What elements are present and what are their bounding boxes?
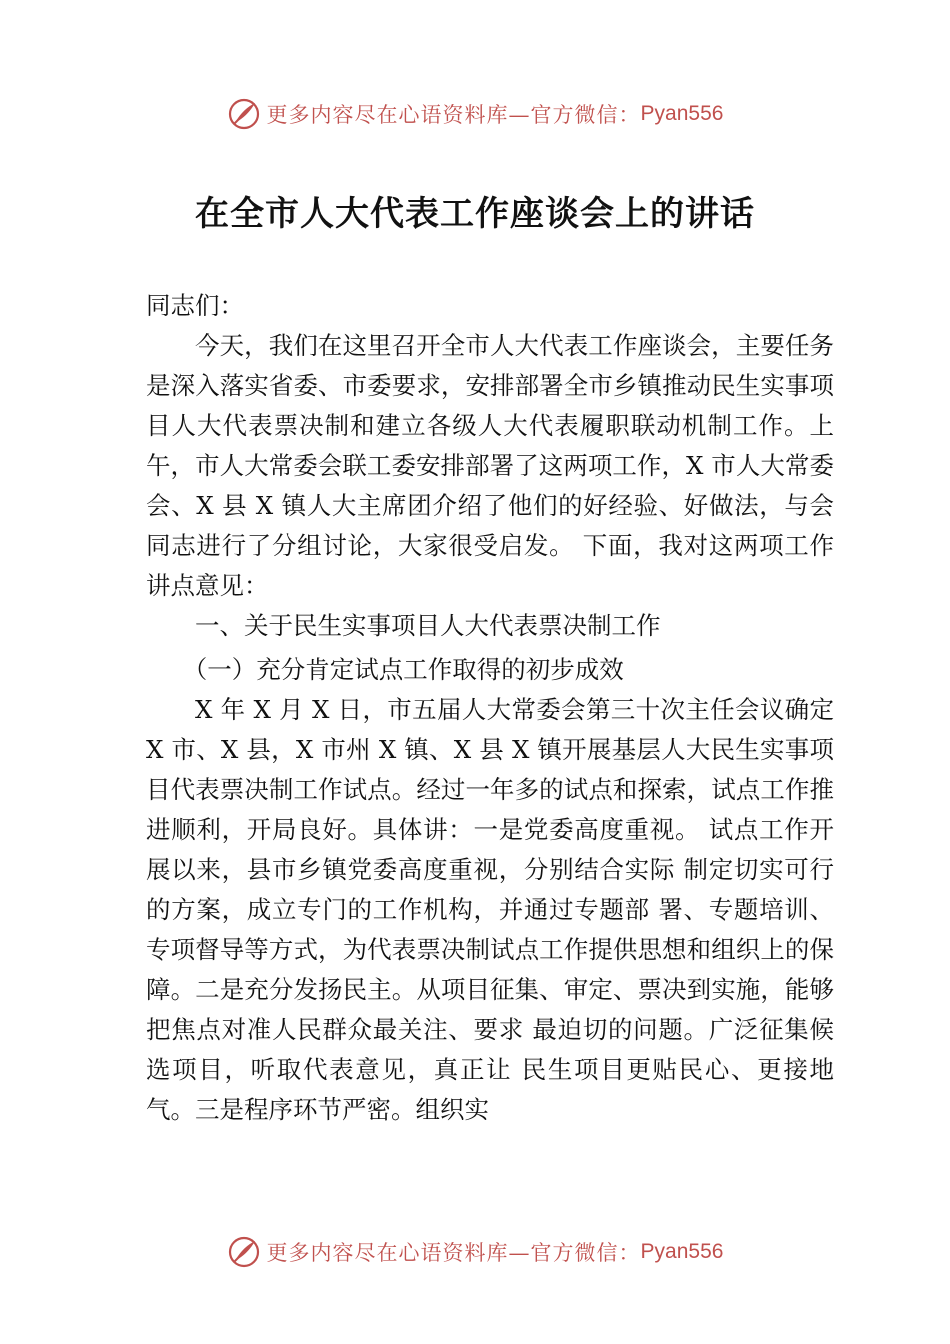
banner-text: 更多内容尽在心语资料库—官方微信： (266, 103, 641, 127)
salutation: 同志们： (146, 291, 244, 320)
paragraph-achievements: X 年 X 月 X 日，市五届人大常委会第三十次主任会议确定 X 市、X 县，X 市州 X 镇、X 县 X 镇开展基层人大民生实事项目代表票决制工作试点。经过一年多的试点和探索，试点工作推进顺利，开局良好。具体讲：一是党委高度重视。 试点工作开展以来，县市乡镇党委高度重视，分别结合实际 制定切实可行的方案，成立专门的工作机构，并通过专题部 署、专题培训、专项督导等方式，为代表票决制试点工作提供思想和组织上的保障。二是充分发扬民主。从项目征集、审定、票决到实施，能够把焦点对准人民群众最关注、要求 最迫切的问题。广泛征集候选项目，听取代表意见，真正让 民生项目更贴民心、更接地气。三是程序环节严密。组织实 (146, 695, 834, 1124)
header-banner (0, 94, 950, 134)
footer-banner (0, 1232, 950, 1272)
document-body (146, 286, 834, 1130)
banner-text: 更多内容尽在心语资料库—官方微信： (266, 1241, 641, 1265)
subsection-heading: （一）充分肯定试点工作取得的初步成效 (182, 655, 624, 684)
paragraph-intro: 今天，我们在这里召开全市人大代表工作座谈会，主要任务是深入落实省委、市委要求，安排部署全市乡镇推动民生实事项目人大代表票决制和建立各级人大代表履职联动机制工作。上午，市人大常委会联工委安排部署了这两项工作，X 市人大常委会、X 县 X 镇人大主席团介绍了他们的好经验、好做法，与会同志进行了分组讨论，大家很受启发。 下面，我对这两项工作讲点意见： (146, 331, 834, 600)
wechat-id: Pyan556 (640, 1240, 724, 1263)
quill-logo-icon (227, 1235, 261, 1269)
wechat-id: Pyan556 (640, 102, 724, 125)
page-title: 在全市人大代表工作座谈会上的讲话 (195, 194, 755, 234)
quill-logo-icon (227, 97, 261, 131)
section-heading: 一、关于民生实事项目人大代表票决制工作 (195, 611, 661, 640)
